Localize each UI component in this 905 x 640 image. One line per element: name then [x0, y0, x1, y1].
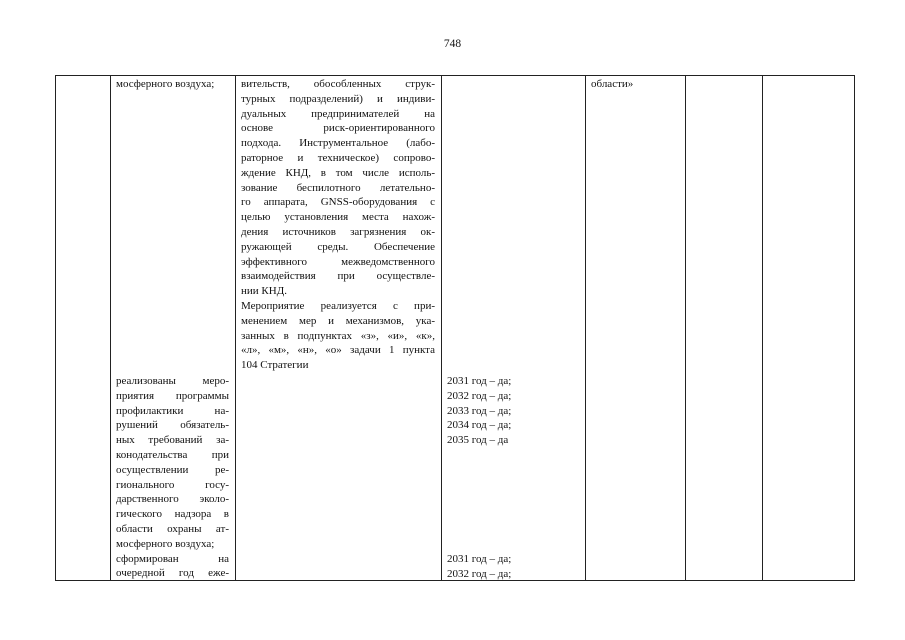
indicator-line: конодательства при: [116, 448, 229, 461]
indicator-line: профилактики на-: [116, 404, 229, 417]
description-line: эффективного межведомственного: [241, 255, 435, 268]
indicator-line: мосферного воздуха;: [116, 537, 215, 550]
description-line: дения источников загрязнения ок-: [241, 225, 435, 238]
indicator-line: реализованы меро-: [116, 375, 229, 387]
indicator-line: гического надзора в: [116, 508, 229, 521]
responsible-line: области»: [591, 78, 634, 90]
description-line: основе риск-ориентированного: [241, 122, 435, 135]
year-values-cell-2: [447, 552, 579, 582]
description-line: менением мер и механизмов, ука-: [241, 314, 435, 327]
responsible-cell: [591, 77, 679, 92]
indicator-line: сформирован на: [116, 552, 229, 565]
measure-description-cell: [241, 77, 435, 373]
year-value: 2035 год – да: [447, 434, 509, 447]
description-line: ждение КНД, в том числе исполь-: [241, 166, 435, 179]
description-line: 104 Стратегии: [241, 359, 309, 372]
indicator-line: гионального госу-: [116, 478, 229, 491]
description-line: вительств, обособленных струк-: [241, 78, 435, 90]
indicator-line: приятия программы: [116, 389, 229, 402]
year-value: 2033 год – да;: [447, 404, 512, 417]
indicator-line: мосферного воздуха;: [116, 78, 215, 90]
description-line: взаимодействия при осуществле-: [241, 270, 435, 283]
description-line: раторное и техническое) сопрово-: [241, 151, 435, 164]
indicator-line: дарственного эколо-: [116, 493, 229, 506]
description-line: Мероприятие реализуется с при-: [241, 299, 435, 312]
indicator-line: рушений обязатель-: [116, 419, 229, 432]
indicator-cell-main: [116, 374, 229, 581]
column-divider-2: [235, 75, 236, 581]
year-value: 2031 год – да;: [447, 553, 512, 565]
description-line: турных подразделений) и индиви-: [241, 92, 435, 105]
column-divider-1: [110, 75, 111, 581]
column-divider-6: [762, 75, 763, 581]
description-line: «л», «м», «н», «о» задачи 1 пункта: [241, 344, 435, 357]
column-divider-5: [685, 75, 686, 581]
indicator-line: осуществлении ре-: [116, 463, 229, 476]
description-line: занных в подпунктах «з», «и», «к»,: [241, 329, 435, 342]
description-line: дуальных предпринимателей на: [241, 107, 435, 120]
year-values-cell-1: [447, 374, 579, 448]
description-line: целью установления места нахож-: [241, 211, 435, 224]
year-value: 2031 год – да;: [447, 375, 512, 387]
column-divider-4: [585, 75, 586, 581]
description-line: подхода. Инструментальное (лабо-: [241, 137, 435, 150]
indicator-cell-top: [116, 77, 229, 92]
year-value: 2032 год – да;: [447, 567, 512, 580]
indicator-line: очередной год еже-: [116, 567, 229, 580]
description-line: нии КНД.: [241, 285, 287, 298]
year-value: 2032 год – да;: [447, 389, 512, 402]
description-line: ружающей среды. Обеспечение: [241, 240, 435, 253]
year-value: 2034 год – да;: [447, 419, 512, 432]
description-line: зование беспилотного летательно-: [241, 181, 435, 194]
description-line: го аппарата, GNSS-оборудования с: [241, 196, 435, 209]
indicator-line: ных требований за-: [116, 434, 229, 447]
page-number: 748: [443, 38, 462, 50]
column-divider-3: [441, 75, 442, 581]
indicator-line: области охраны ат-: [116, 522, 229, 535]
